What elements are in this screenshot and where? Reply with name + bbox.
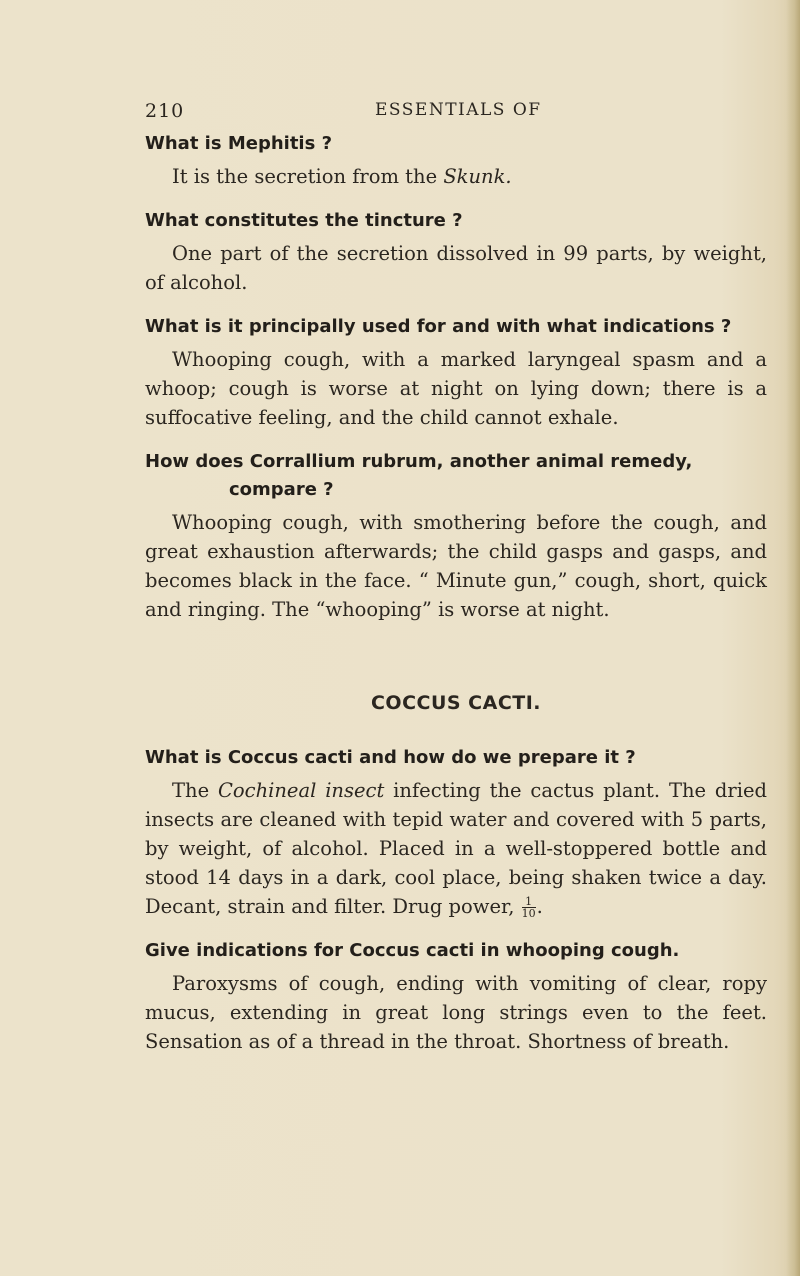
fraction-numerator: 1 bbox=[522, 896, 536, 908]
question-coccus-prepare: What is Coccus cacti and how do we prepare it ? bbox=[145, 747, 636, 768]
running-head: ESSENTIALS OF bbox=[375, 100, 542, 120]
answer-tincture: One part of the secretion dissolved in 99 parts, by weight, of alcohol. bbox=[145, 242, 767, 294]
answer-coccus-text-2: infecting the cactus plant. The dried insects are cleaned with tepid water and covered with 5 parts, by weight, of alcohol. Placed in a well-stoppered bottle and stood 14 days in a dark, cool place, being shaken twice a day. Decant, strain and filter. Drug power, bbox=[145, 779, 767, 918]
answer-coccus-italic: Cochineal insect bbox=[217, 779, 385, 802]
drug-power-fraction bbox=[522, 896, 536, 919]
answer-mephitis bbox=[145, 162, 767, 191]
question-corrallium: How does Corrallium rubrum, another animal remedy, compare ? bbox=[145, 451, 693, 500]
answer-coccus-end: . bbox=[536, 895, 543, 918]
answer-coccus-indications: Paroxysms of cough, ending with vomiting of clear, ropy mucus, extending in great long strings even to the feet. Sensation as of a thread in the throat. Shortness of breath. bbox=[145, 972, 767, 1053]
question-tincture: What constitutes the tincture ? bbox=[145, 210, 463, 231]
question-mephitis: What is Mephitis ? bbox=[145, 133, 333, 154]
page-body bbox=[145, 130, 767, 1056]
section-title: COCCUS CACTI. bbox=[370, 692, 542, 714]
page-number: 210 bbox=[145, 100, 185, 122]
page-header bbox=[145, 100, 765, 130]
question-indications: What is it principally used for and with what indications ? bbox=[145, 316, 732, 337]
fraction-denominator: 10 bbox=[521, 907, 536, 920]
question-coccus-indications: Give indications for Coccus cacti in whooping cough. bbox=[145, 940, 680, 961]
answer-indications: Whooping cough, with a marked laryngeal spasm and a whoop; cough is worse at night on lying down; there is a suffocative feeling, and the child cannot exhale. bbox=[145, 348, 767, 429]
answer-corrallium: Whooping cough, with smothering before the cough, and great exhaustion afterwards; the child gasps and gasps, and becomes black in the face. “ Minute gun,” cough, short, quick and ringing. The “whooping” is worse at night. bbox=[145, 511, 767, 621]
page-edge bbox=[786, 0, 800, 1276]
answer-mephitis-text: It is the secretion from the bbox=[172, 165, 444, 188]
answer-mephitis-italic: Skunk. bbox=[443, 165, 512, 188]
answer-coccus-text-1: The bbox=[172, 779, 218, 802]
answer-coccus-prepare bbox=[145, 776, 767, 921]
